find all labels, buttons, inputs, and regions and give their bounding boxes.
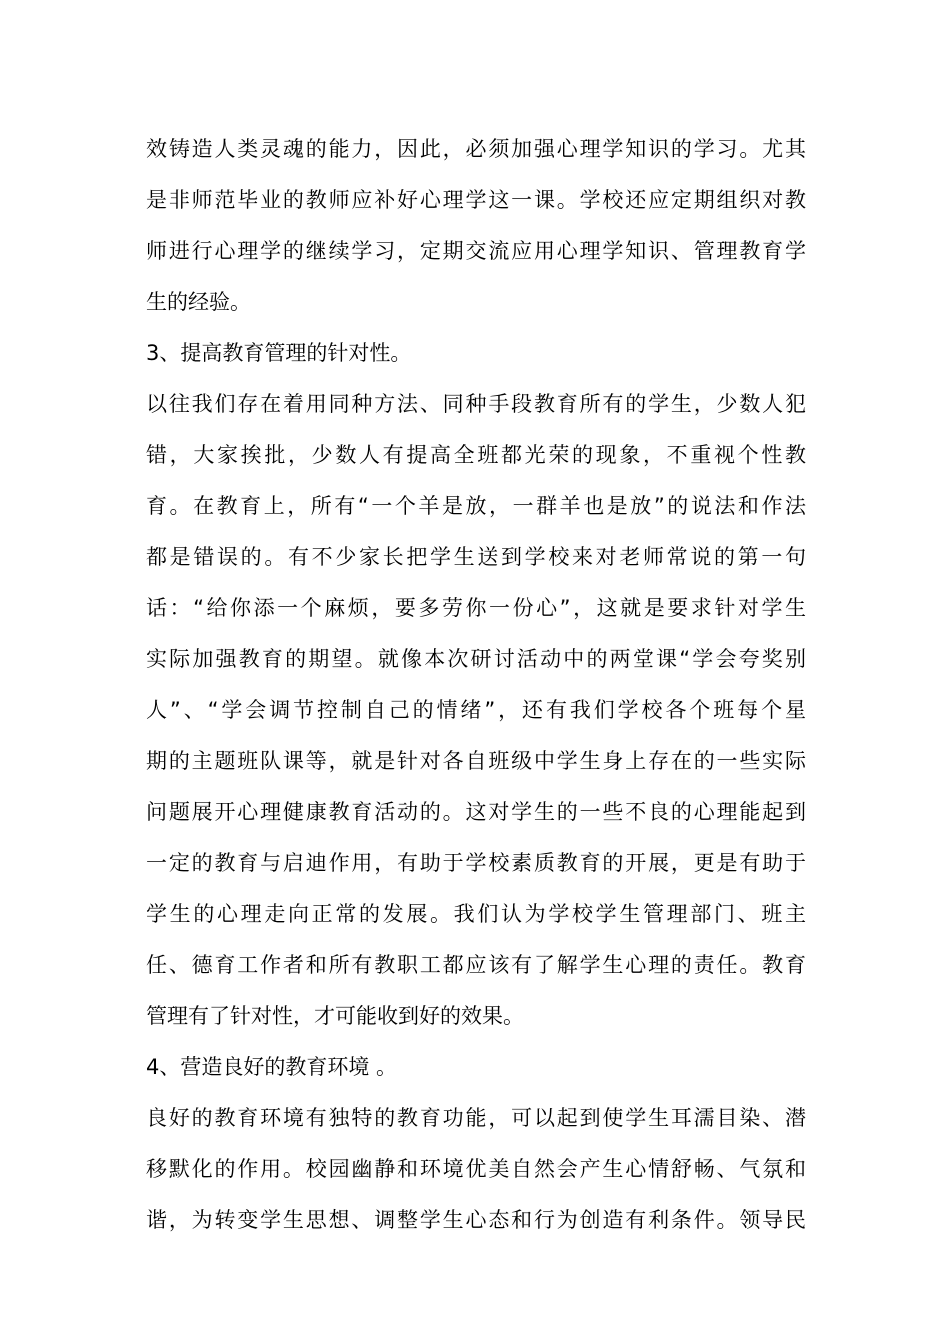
text-line: 育。在教育上，所有“一个羊是放，一群羊也是放”的说法和作法 (146, 494, 806, 518)
text-line: 谐，为转变学生思想、调整学生心态和行为创造有利条件。领导民 (146, 1208, 806, 1232)
text-line: 是非师范毕业的教师应补好心理学这一课。学校还应定期组织对教 (146, 188, 806, 212)
text-line: 期的主题班队课等，就是针对各自班级中学生身上存在的一些实际 (146, 749, 806, 773)
text-line: 良好的教育环境有独特的教育功能，可以起到使学生耳濡目染、潜 (146, 1106, 806, 1130)
section-heading: 4、营造良好的教育环境 。 (146, 1055, 398, 1079)
text-line: 任、德育工作者和所有教职工都应该有了解学生心理的责任。教育 (146, 953, 806, 977)
text-line: 人”、“学会调节控制自己的情绪”，还有我们学校各个班每个星 (146, 698, 806, 722)
text-line: 学生的心理走向正常的发展。我们认为学校学生管理部门、班主 (146, 902, 806, 926)
text-line: 一定的教育与启迪作用，有助于学校素质教育的开展，更是有助于 (146, 851, 806, 875)
text-line: 管理有了针对性，才可能收到好的效果。 (146, 1004, 524, 1028)
text-line: 实际加强教育的期望。就像本次研讨活动中的两堂课“学会夸奖别 (146, 647, 806, 671)
text-line: 话：“给你添一个麻烦，要多劳你一份心”，这就是要求针对学生 (146, 596, 806, 620)
text-line: 都是错误的。有不少家长把学生送到学校来对老师常说的第一句 (146, 545, 806, 569)
text-line: 问题展开心理健康教育活动的。这对学生的一些不良的心理能起到 (146, 800, 806, 824)
text-line: 效铸造人类灵魂的能力，因此，必须加强心理学知识的学习。尤其 (146, 137, 806, 161)
text-line: 移默化的作用。校园幽静和环境优美自然会产生心情舒畅、气氛和 (146, 1157, 806, 1181)
text-line: 以往我们存在着用同种方法、同种手段教育所有的学生，少数人犯 (146, 392, 806, 416)
section-heading: 3、提高教育管理的针对性。 (146, 341, 412, 365)
text-line: 错，大家挨批，少数人有提高全班都光荣的现象，不重视个性教 (146, 443, 806, 467)
text-line: 生的经验。 (146, 290, 251, 314)
text-line: 师进行心理学的继续学习，定期交流应用心理学知识、管理教育学 (146, 239, 806, 263)
